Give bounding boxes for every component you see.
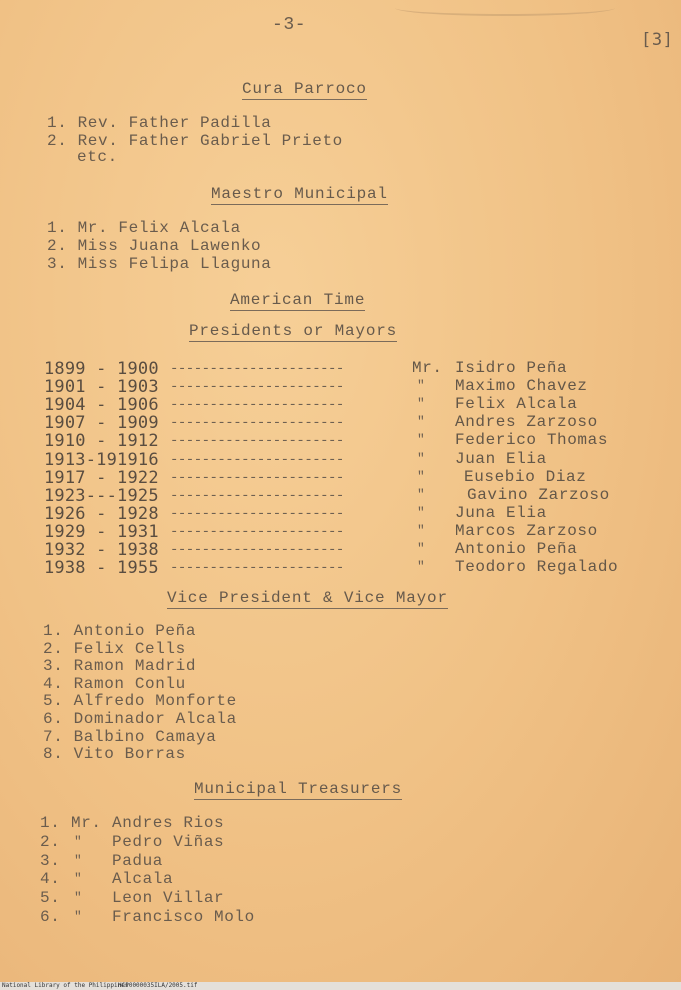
leader-dashes: ---------------------- bbox=[170, 379, 344, 396]
treasurer-number: 1. bbox=[40, 814, 61, 832]
mayor-years: 1910 - 1912 bbox=[44, 431, 159, 452]
leader-dashes: ---------------------- bbox=[170, 505, 344, 522]
maestro-heading: Maestro Municipal bbox=[211, 185, 388, 203]
ditto-mark: " bbox=[417, 378, 425, 394]
ditto-mark: " bbox=[417, 486, 425, 502]
leader-dashes: ---------------------- bbox=[170, 469, 344, 486]
footer-bar bbox=[0, 982, 681, 990]
american-heading: American Time bbox=[230, 291, 366, 309]
leader-dashes: ---------------------- bbox=[170, 415, 344, 432]
mayor-years: 1926 - 1928 bbox=[44, 503, 159, 524]
mayor-years: 1899 - 1900 bbox=[44, 359, 159, 379]
treasurer-number: 5. bbox=[40, 889, 61, 908]
mayor-name: Juna Elia bbox=[455, 503, 547, 522]
vice-item: 3. Ramon Madrid bbox=[43, 657, 197, 676]
page-number: -3- bbox=[272, 15, 307, 35]
vice-heading: Vice President & Vice Mayor bbox=[167, 589, 448, 607]
ditto-mark: " bbox=[417, 468, 425, 484]
treasurer-name: Alcala bbox=[112, 870, 174, 889]
ditto-mark: " bbox=[74, 833, 82, 849]
mayor-name: Federico Thomas bbox=[455, 431, 609, 450]
treasurers-heading: Municipal Treasurers bbox=[194, 780, 403, 798]
vice-item: 5. Alfredo Monforte bbox=[43, 692, 237, 711]
treasurer-name: Padua bbox=[112, 851, 164, 870]
ditto-mark: " bbox=[417, 432, 425, 448]
leader-dashes: ---------------------- bbox=[170, 523, 344, 540]
mayor-years: 1929 - 1931 bbox=[44, 521, 159, 542]
treasurer-name: Leon Villar bbox=[112, 889, 225, 908]
mayor-years: 1923---1925 bbox=[44, 485, 159, 506]
page-mark: [3] bbox=[641, 30, 674, 50]
vice-item: 7. Balbino Camaya bbox=[43, 727, 217, 746]
cura-heading: Cura Parroco bbox=[242, 80, 367, 98]
leader-dashes: ---------------------- bbox=[170, 542, 344, 558]
ditto-mark: " bbox=[417, 559, 425, 575]
mayor-name: Isidro Peña bbox=[455, 359, 568, 377]
ditto-mark: " bbox=[74, 852, 82, 868]
mayor-name: Gavino Zarzoso bbox=[467, 485, 610, 504]
leader-dashes: ---------------------- bbox=[170, 397, 344, 414]
mayor-title: Mr. bbox=[412, 359, 443, 377]
ditto-mark: " bbox=[74, 871, 82, 887]
maestro-item-2: 2. Miss Juana Lawenko bbox=[47, 237, 262, 255]
mayor-years: 1932 - 1938 bbox=[44, 540, 159, 560]
mayor-years: 1913-191916 bbox=[44, 449, 159, 470]
mayor-name: Juan Elia bbox=[455, 449, 547, 468]
mayor-name: Andres Zarzoso bbox=[455, 413, 598, 432]
treasurer-title: Mr. bbox=[71, 814, 102, 832]
leader-dashes: ---------------------- bbox=[170, 451, 344, 468]
footer-library: National Library of the Philippines bbox=[2, 982, 129, 989]
ditto-mark: " bbox=[417, 414, 425, 430]
ditto-mark: " bbox=[417, 522, 425, 538]
footer-file-id: HCP0000035ILA/2005.tif bbox=[118, 982, 198, 989]
mayor-name: Antonio Peña bbox=[455, 540, 578, 558]
ditto-mark: " bbox=[417, 541, 425, 556]
mayor-years: 1917 - 1922 bbox=[44, 467, 159, 488]
leader-dashes: ---------------------- bbox=[170, 361, 344, 377]
mayor-name: Eusebio Diaz bbox=[464, 467, 587, 486]
treasurer-number: 6. bbox=[40, 908, 61, 926]
mayor-years: 1904 - 1906 bbox=[44, 395, 159, 416]
treasurer-number: 3. bbox=[40, 851, 61, 870]
vice-item: 4. Ramon Conlu bbox=[43, 674, 186, 693]
treasurer-number: 4. bbox=[40, 870, 61, 889]
ditto-mark: " bbox=[417, 450, 425, 466]
mayor-name: Teodoro Regalado bbox=[455, 558, 619, 577]
mayor-years: 1901 - 1903 bbox=[44, 377, 159, 398]
ditto-mark: " bbox=[74, 890, 82, 906]
paper-fold bbox=[395, 0, 615, 16]
ditto-mark: " bbox=[74, 909, 82, 924]
presidents-heading: Presidents or Mayors bbox=[189, 322, 398, 340]
treasurer-name: Pedro Viñas bbox=[112, 832, 225, 851]
vice-item: 2. Felix Cells bbox=[43, 639, 186, 658]
maestro-item-1: 1. Mr. Felix Alcala bbox=[47, 219, 241, 237]
treasurer-number: 2. bbox=[40, 832, 61, 851]
treasurer-name: Francisco Molo bbox=[112, 908, 255, 926]
leader-dashes: ---------------------- bbox=[170, 433, 344, 450]
cura-item-2: 2. Rev. Father Gabriel Prieto bbox=[47, 132, 343, 150]
mayor-name: Marcos Zarzoso bbox=[455, 521, 598, 540]
mayor-years: 1938 - 1955 bbox=[44, 558, 159, 579]
mayor-name: Maximo Chavez bbox=[455, 377, 588, 396]
ditto-mark: " bbox=[417, 504, 425, 520]
cura-item-1: 1. Rev. Father Padilla bbox=[47, 114, 272, 132]
vice-item: 6. Dominador Alcala bbox=[43, 710, 237, 728]
treasurer-name: Andres Rios bbox=[112, 814, 225, 832]
leader-dashes: ---------------------- bbox=[170, 487, 344, 504]
mayor-years: 1907 - 1909 bbox=[44, 413, 159, 434]
mayor-name: Felix Alcala bbox=[455, 395, 578, 414]
cura-item-3: etc. bbox=[77, 148, 118, 166]
vice-item: 8. Vito Borras bbox=[43, 745, 186, 764]
leader-dashes: ---------------------- bbox=[170, 560, 344, 577]
maestro-item-3: 3. Miss Felipa Llaguna bbox=[47, 255, 272, 273]
ditto-mark: " bbox=[417, 396, 425, 412]
vice-item: 1. Antonio Peña bbox=[43, 622, 197, 640]
